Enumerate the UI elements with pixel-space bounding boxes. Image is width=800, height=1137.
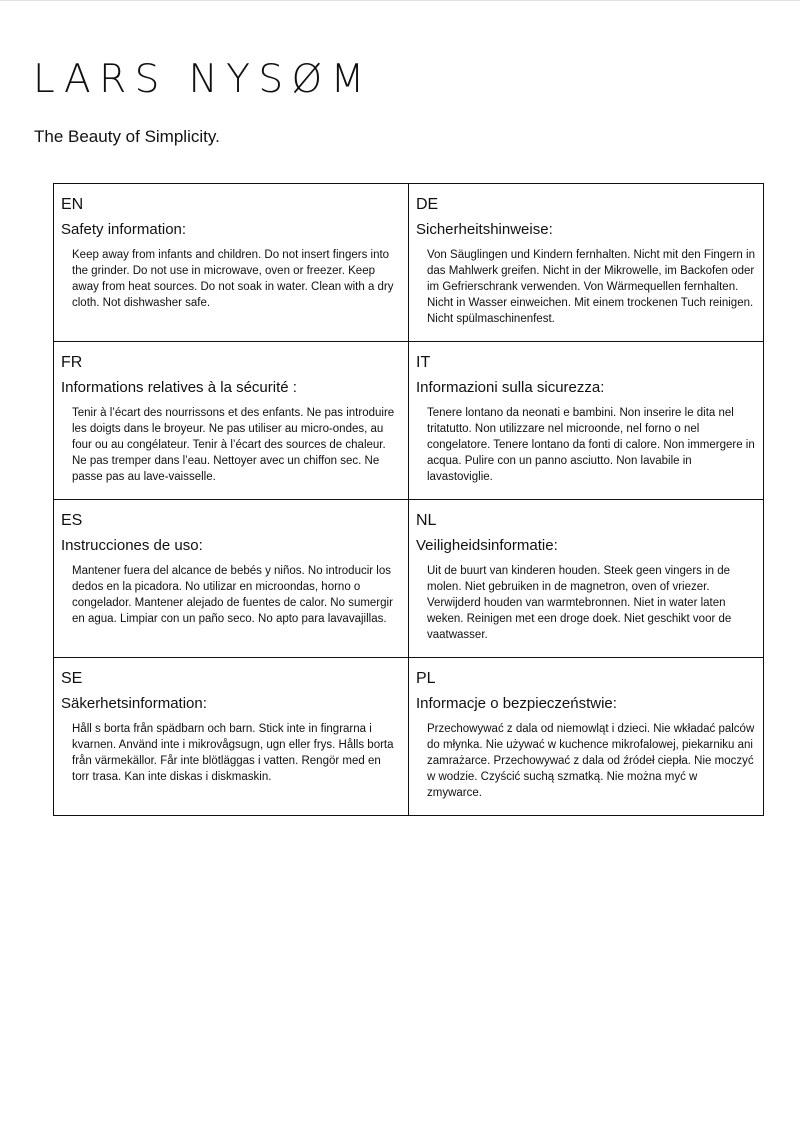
- table-row: [54, 342, 764, 500]
- section-se: [54, 658, 409, 816]
- section-de: [409, 184, 764, 342]
- language-code: EN: [61, 196, 84, 213]
- section-pl: [409, 658, 764, 816]
- section-heading: Informations relatives à la sécurité :: [61, 379, 297, 396]
- table-row: [54, 500, 764, 658]
- section-heading: Informazioni sulla sicurezza:: [416, 379, 605, 396]
- section-text: Håll s borta från spädbarn och barn. Stick inte in fingrarna i kvarnen. Använd inte i mikrovågsugn, ugn eller frys. Hålls borta från värmekällor. Får inte blötläggas i vatten. Rengör med en torr trasa. Kan inte diskas i diskmaskin.: [72, 723, 394, 783]
- language-code: DE: [416, 196, 439, 213]
- language-code: NL: [416, 512, 437, 529]
- section-es: [54, 500, 409, 658]
- page-top-edge: [0, 0, 800, 1]
- table-row: [54, 184, 764, 342]
- section-heading: Instrucciones de uso:: [61, 537, 203, 554]
- section-heading: Safety information:: [61, 221, 187, 238]
- language-code: IT: [416, 354, 431, 371]
- section-text: Von Säuglingen und Kindern fernhalten. Nicht mit den Fingern in das Mahlwerk greifen. Nicht in der Mikrowelle, im Backofen oder im Gefrierschrank verwenden. Von Wärmequellen fernhalten. Nicht in Wasser einweichen. Mit einem trockenen Tuch reinigen. Nicht spülmaschinenfest.: [427, 249, 755, 325]
- language-code: ES: [61, 512, 83, 529]
- section-text: Mantener fuera del alcance de bebés y niños. No introducir los dedos en la picadora. No utilizar en microondas, horno o congelador. Mantener alejado de fuentes de calor. No sumergir en agua. Limpiar con un paño seco. No apto para lavavajillas.: [72, 565, 393, 625]
- section-text: Keep away from infants and children. Do not insert fingers into the grinder. Do not use in microwave, oven or freezer. Keep away from heat sources. Do not soak in water. Clean with a dry cloth. Not dishwasher safe.: [72, 249, 394, 309]
- section-heading: Veiligheidsinformatie:: [416, 537, 558, 554]
- section-heading: Sicherheitshinweise:: [416, 221, 553, 238]
- safety-info-table: [53, 183, 764, 816]
- section-text: Tenir à l’écart des nourrissons et des enfants. Ne pas introduire les doigts dans le broyeur. Ne pas utiliser au micro-ondes, au four ou au congélateur. Tenir à l’écart des sources de chaleur. Ne pas tremper dans l’eau. Nettoyer avec un chiffon sec. Ne passe pas au lave-vaisselle.: [72, 407, 395, 483]
- brand-tagline: The Beauty of Simplicity.: [34, 127, 220, 146]
- section-nl: [409, 500, 764, 658]
- language-code: SE: [61, 670, 83, 687]
- section-heading: Säkerhetsinformation:: [61, 695, 207, 712]
- section-en: [54, 184, 409, 342]
- section-text: Uit de buurt van kinderen houden. Steek geen vingers in de molen. Niet gebruiken in de magnetron, oven of vriezer. Verwijderd houden van warmtebronnen. Niet in water laten weken. Reinigen met een droge doek. Niet geschikt voor de vaatwasser.: [427, 565, 732, 641]
- language-code: FR: [61, 354, 83, 371]
- table-row: [54, 658, 764, 816]
- section-fr: [54, 342, 409, 500]
- section-text: Tenere lontano da neonati e bambini. Non inserire le dita nel tritatutto. Non utilizzare nel microonde, nel forno o nel congelatore. Tenere lontano da fonti di calore. Non immergere in acqua. Pulire con un panno asciutto. Non lavabile in lavastoviglie.: [427, 407, 755, 483]
- section-it: [409, 342, 764, 500]
- language-code: PL: [416, 670, 436, 687]
- section-heading: Informacje o bezpieczeństwie:: [416, 695, 617, 712]
- brand-logo: LARS NYSØM: [33, 57, 373, 102]
- section-text: Przechowywać z dala od niemowląt i dzieci. Nie wkładać palców do młynka. Nie używać w kuchence mikrofalowej, piekarniku ani zamrażarce. Przechowywać z dala od źródeł ciepła. Nie moczyć w wodzie. Czyścić suchą szmatką. Nie można myć w zmywarce.: [427, 723, 755, 799]
